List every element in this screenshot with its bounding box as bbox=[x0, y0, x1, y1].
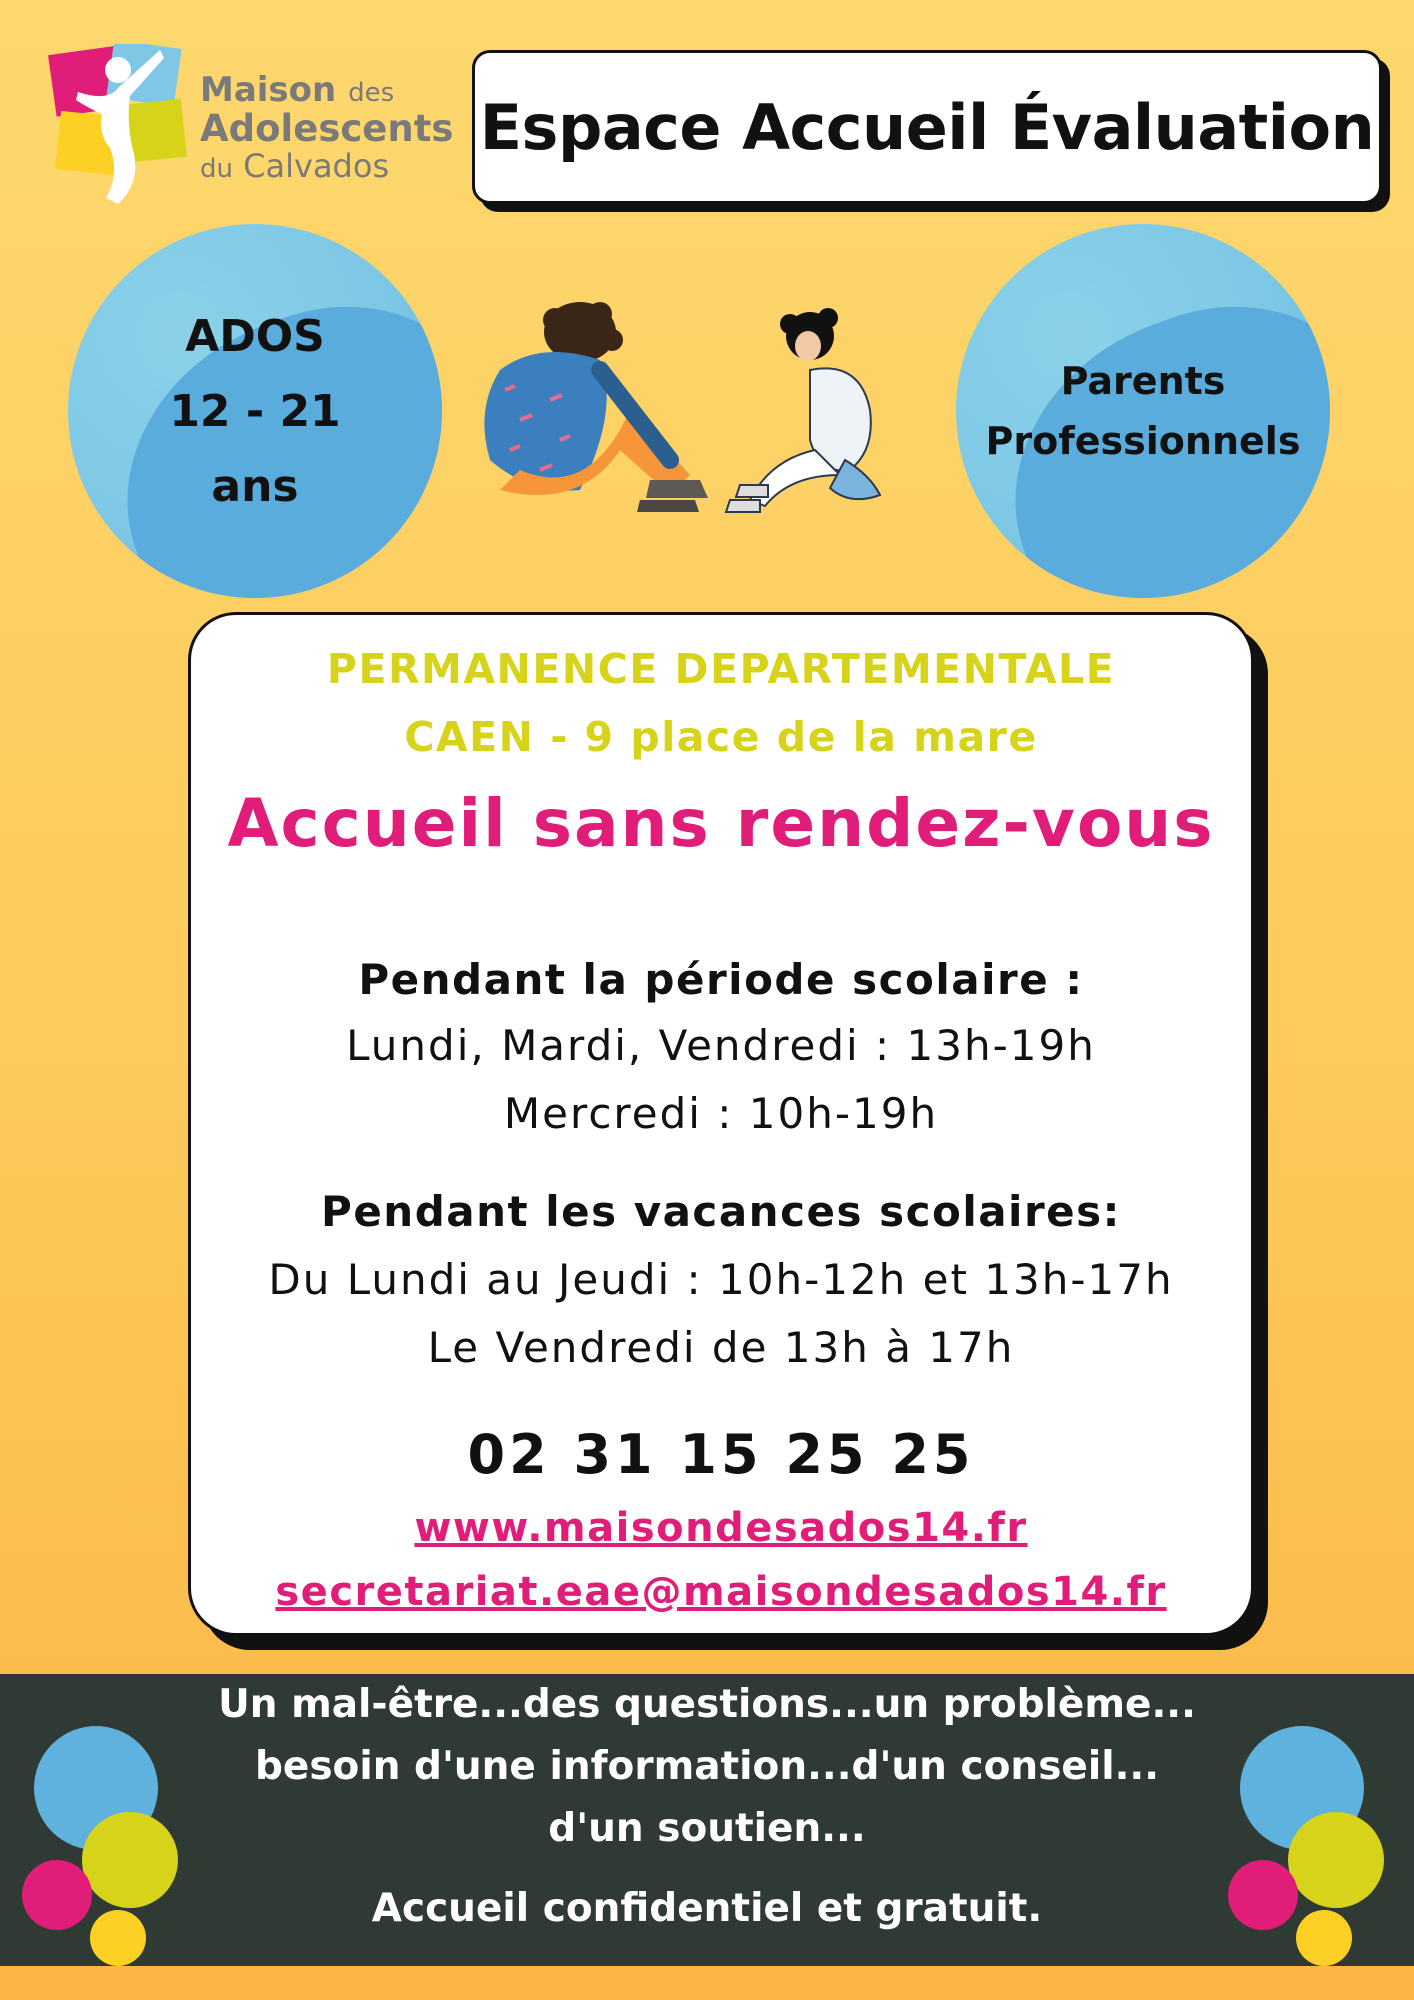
sad-teens-illustration bbox=[460, 300, 940, 530]
school-period-heading: Pendant la période scolaire : bbox=[358, 955, 1084, 1004]
bottom-band bbox=[0, 1674, 1414, 1966]
info-card bbox=[188, 612, 1254, 1636]
walk-in-headline: Accueil sans rendez-vous bbox=[227, 785, 1215, 862]
logo-text-calvados: Calvados bbox=[243, 146, 390, 185]
sitting-boy-icon bbox=[484, 302, 708, 512]
maison-des-adolescents-logo bbox=[48, 44, 454, 214]
permanence-title: PERMANENCE DEPARTEMENTALE bbox=[326, 645, 1116, 693]
logo-text-adolescents: Adolescents bbox=[200, 106, 454, 150]
phone-number: 02 31 15 25 25 bbox=[467, 1423, 975, 1486]
permanence-address: CAEN - 9 place de la mare bbox=[404, 713, 1038, 761]
holidays-hours-2: Le Vendredi de 13h à 17h bbox=[427, 1323, 1015, 1372]
page-title: Espace Accueil Évaluation bbox=[479, 90, 1375, 164]
title-box bbox=[472, 50, 1382, 204]
holidays-heading: Pendant les vacances scolaires: bbox=[321, 1187, 1121, 1236]
audience-age-range: 12 - 21 bbox=[169, 385, 341, 437]
audience-adults-circle bbox=[956, 224, 1330, 598]
audience-professionals-label: Professionnels bbox=[985, 419, 1301, 463]
logo-figure-icon bbox=[48, 44, 198, 214]
logo-text-maison: Maison bbox=[200, 70, 337, 110]
support-message-1: Un mal-être...des questions...un problème... bbox=[218, 1682, 1196, 1727]
website-link[interactable]: www.maisondesados14.fr bbox=[414, 1505, 1028, 1551]
sitting-girl-icon bbox=[726, 308, 880, 512]
audience-parents-label: Parents bbox=[1060, 359, 1226, 403]
support-message-2: besoin d'une information...d'un conseil... bbox=[254, 1744, 1160, 1789]
support-message-3: d'un soutien... bbox=[548, 1806, 866, 1851]
school-period-hours-1: Lundi, Mardi, Vendredi : 13h-19h bbox=[346, 1021, 1096, 1070]
audience-age-unit: ans bbox=[211, 460, 299, 512]
audience-teens-circle bbox=[68, 224, 442, 598]
audience-teens-label: ADOS bbox=[185, 310, 325, 362]
email-link[interactable]: secretariat.eae@maisondesados14.fr bbox=[275, 1569, 1167, 1615]
school-period-hours-2: Mercredi : 10h-19h bbox=[503, 1089, 939, 1138]
holidays-hours-1: Du Lundi au Jeudi : 10h-12h et 13h-17h bbox=[268, 1255, 1174, 1304]
logo-text-du: du bbox=[200, 153, 233, 184]
logo-text-des: des bbox=[348, 78, 395, 108]
confidential-free-message: Accueil confidentiel et gratuit. bbox=[371, 1886, 1043, 1931]
